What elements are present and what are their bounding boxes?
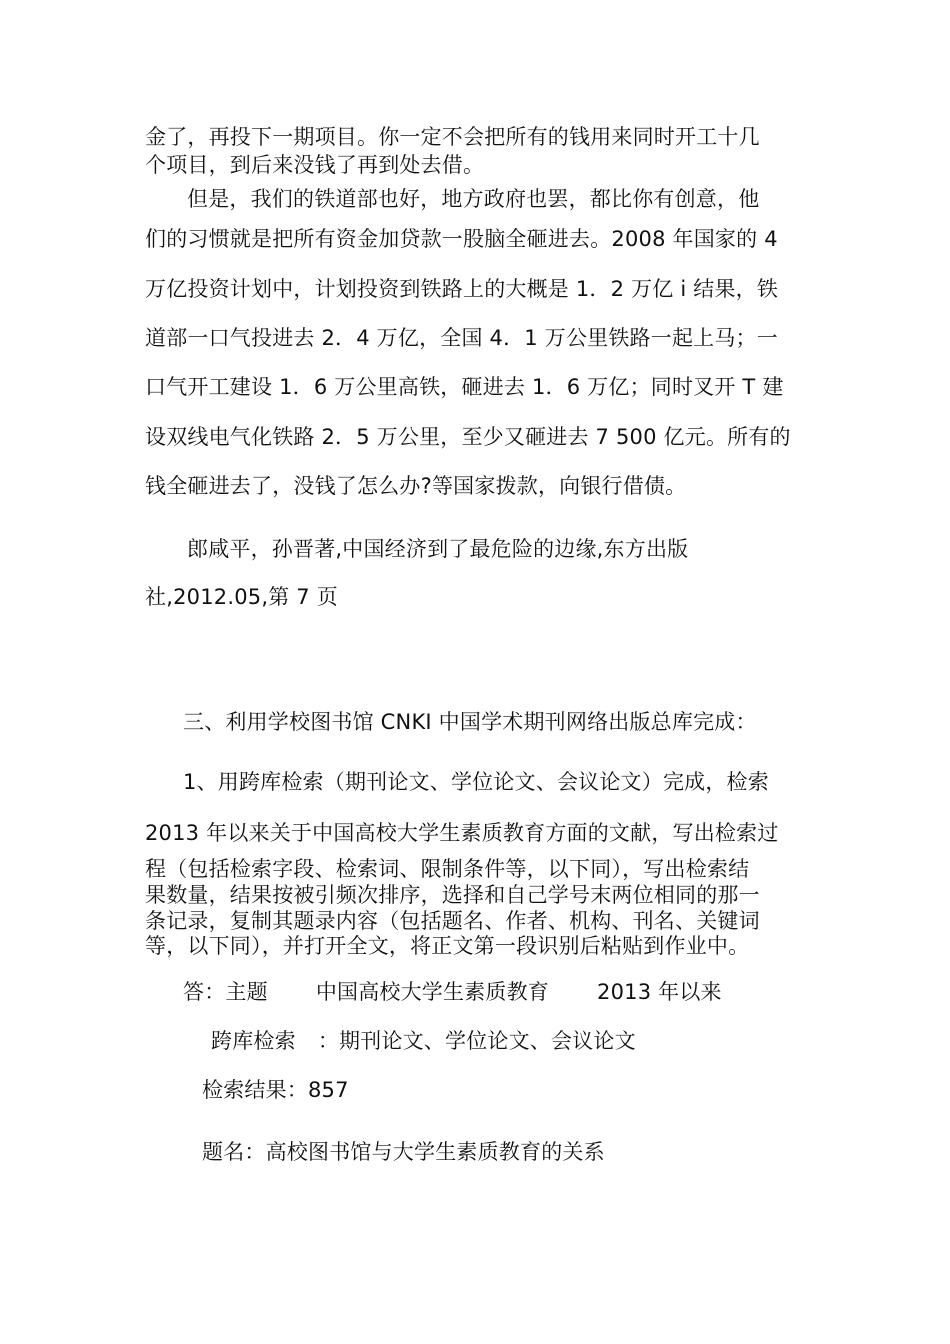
task-line: 果数量，结果按被引频次排序，选择和自己学号末两位相同的那一 (145, 883, 760, 907)
task-line: 条记录，复制其题录内容（包括题名、作者、机构、刊名、关键词 (145, 909, 760, 933)
task-line: 2013 年以来关于中国高校大学生素质教育方面的文献，写出检索过 (145, 821, 779, 845)
task-line: 程（包括检索字段、检索词、限制条件等，以下同），写出检索结 (145, 857, 750, 881)
citation-line: 社,2012.05,第 7 页 (145, 585, 338, 609)
result-label: 检索结果： (202, 1078, 308, 1102)
answer-cross-row (211, 1028, 636, 1054)
citation-line: 郎咸平，孙晋著,中国经济到了最危险的边缘,东方出版 (187, 537, 689, 561)
answer-result-row (202, 1077, 349, 1103)
paragraph-line: 万亿投资计划中，计划投资到铁路上的大概是 1．2 万亿 i 结果，铁 (145, 277, 779, 301)
paragraph-line: 个项目，到后来没钱了再到处去借。 (145, 153, 485, 177)
cross-label: 跨库检索 (211, 1029, 296, 1053)
answer-label: 答：主题 (183, 980, 268, 1004)
cross-value: ：期刊论文、学位论文、会议论文 (317, 1029, 636, 1053)
task-line: 等，以下同），并打开全文，将正文第一段识别后粘贴到作业中。 (145, 934, 750, 958)
task-line: 1、用跨库检索（期刊论文、学位论文、会议论文）完成，检索 (183, 770, 769, 794)
paragraph-line: 但是，我们的铁道部也好，地方政府也罢，都比你有创意，他 (187, 187, 760, 211)
answer-period: 2013 年以来 (597, 980, 722, 1004)
title-label: 题名： (202, 1140, 266, 1164)
paragraph-line: 钱全砸进去了，没钱了怎么办?等国家拨款，向银行借债。 (145, 474, 687, 498)
paragraph-line: 口气开工建设 1．6 万公里高铁，砸进去 1．6 万亿；同时叉开 T 建 (145, 375, 784, 399)
paragraph-line: 设双线电气化铁路 2．5 万公里，至少又砸进去 7 500 亿元。所有的 (145, 425, 791, 449)
title-value: 高校图书馆与大学生素质教育的关系 (265, 1140, 605, 1164)
paragraph-line: 金了，再投下一期项目。你一定不会把所有的钱用来同时开工十几 (145, 125, 760, 149)
answer-topic: 中国高校大学生素质教育 (315, 980, 550, 1004)
result-count: 857 (308, 1078, 349, 1102)
paragraph-line: 道部一口气投进去 2．4 万亿，全国 4．1 万公里铁路一起上马；一 (145, 326, 778, 350)
answer-title-row (202, 1139, 605, 1165)
section-heading: 三、利用学校图书馆 CNKI 中国学术期刊网络出版总库完成： (183, 710, 757, 734)
answer-topic-row (183, 979, 722, 1005)
paragraph-line: 们的习惯就是把所有资金加贷款一股脑全砸进去。2008 年国家的 4 (145, 227, 778, 251)
